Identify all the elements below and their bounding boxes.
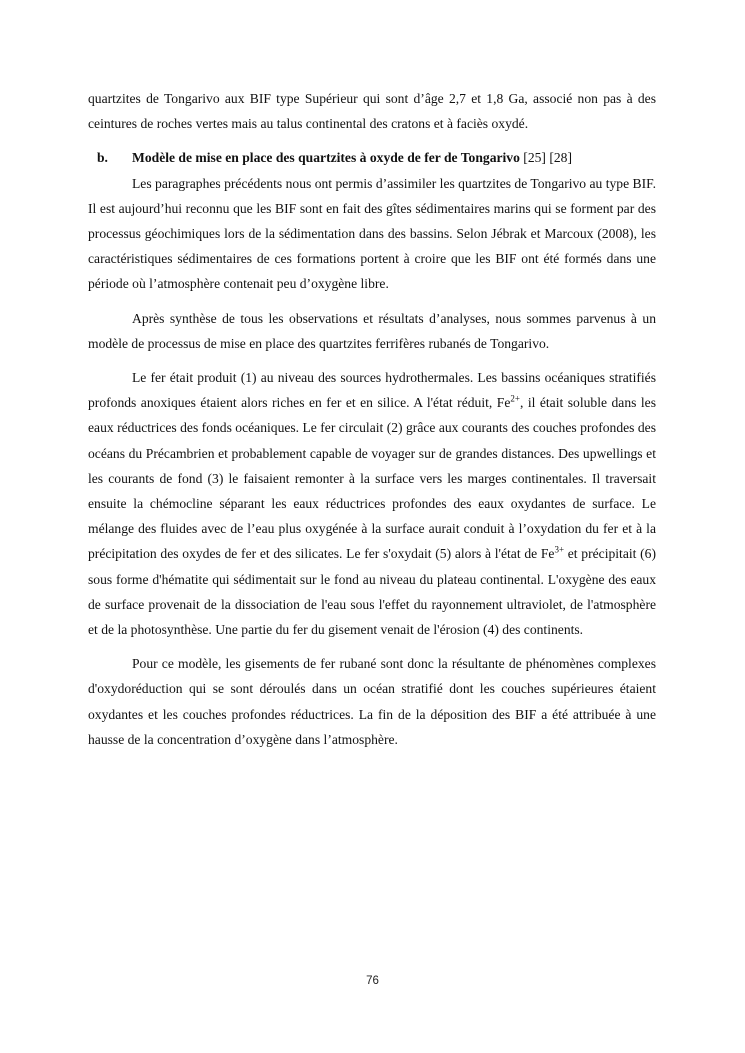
paragraph-3-part-c: et précipitait (6) sous forme d'hématite qui sédimentait sur le fond au niveau du plateau continental. L'oxygène des eaux de surface provenait de la dissociation de l'eau sous l'effet du rayonnement ultraviolet, de l'atmosphère et de la photosynthèse. Une partie du fer du gisement venait de l'érosion (4) des continents. — [88, 546, 656, 638]
superscript-fe2: 2+ — [510, 393, 520, 404]
paragraph-1: Les paragraphes précédents nous ont permis d’assimiler les quartzites de Tongarivo au type BIF. Il est aujourd’hui reconnu que les BIF sont en fait des gîtes sédimentaires marins qui se forment par des processus géochimiques lors de la sédimentation dans des bassins. Selon Jébrak et Marcoux (2008), les caractéristiques sédimentaires de ces formations portent à croire que les BIF ont été formés dans une période où l’atmosphère contenait peu d’oxygène libre. — [88, 175, 656, 292]
paragraph-3 — [88, 365, 656, 642]
section-title: Modèle de mise en place des quartzites à oxyde de fer de Tongarivo — [132, 150, 520, 166]
paragraph-3-part-b: , il était soluble dans les eaux réductrices des fonds océaniques. Le fer circulait (2) grâce aux courants des couches profondes des océans du Précambrien et probablement capable de voyager sur de grandes distances. Des upwellings et les courants de fond (3) le faisaient remonter à la surface vers les marges continentales. Il traversait ensuite la chémocline séparant les eaux réductrices profondes des eaux oxydantes de surface. Le mélange des fluides avec de l’eau plus oxygénée à la surface aurait conduit à l’oxydation du fer et à la précipitation des oxydes de fer et des silicates. Le fer s'oxydait (5) alors à l'état de Fe — [88, 395, 656, 562]
document-body — [88, 86, 656, 752]
section-references: [25] [28] — [519, 150, 572, 166]
paragraph-4: Pour ce modèle, les gisements de fer rubané sont donc la résultante de phénomènes complexes d'oxydoréduction qui se sont déroulés dans un océan stratifié dont les couches supérieures étaient oxydantes et les couches profondes réductrices. La fin de la déposition des BIF a été attribuée à une hausse de la concentration d’oxygène dans l’atmosphère. — [88, 656, 656, 747]
page-number: 76 — [366, 975, 379, 987]
section-letter: b. — [97, 150, 108, 166]
section-heading — [97, 145, 656, 170]
paragraph-3-part-a: Le fer était produit (1) au niveau des sources hydrothermales. Les bassins océaniques stratifiés profonds anoxiques étaient alors riches en fer et en silice. A l'état réduit, Fe — [88, 370, 656, 411]
superscript-fe3: 3+ — [554, 544, 565, 555]
paragraph-2: Après synthèse de tous les observations et résultats d’analyses, nous sommes parvenus à un modèle de processus de mise en place des quartzites ferrifères rubanés de Tongarivo. — [88, 310, 656, 351]
paragraph-intro: quartzites de Tongarivo aux BIF type Supérieur qui sont d’âge 2,7 et 1,8 Ga, associé non pas à des ceintures de roches vertes mais au talus continental des cratons et à faciès oxydé. — [88, 91, 656, 132]
